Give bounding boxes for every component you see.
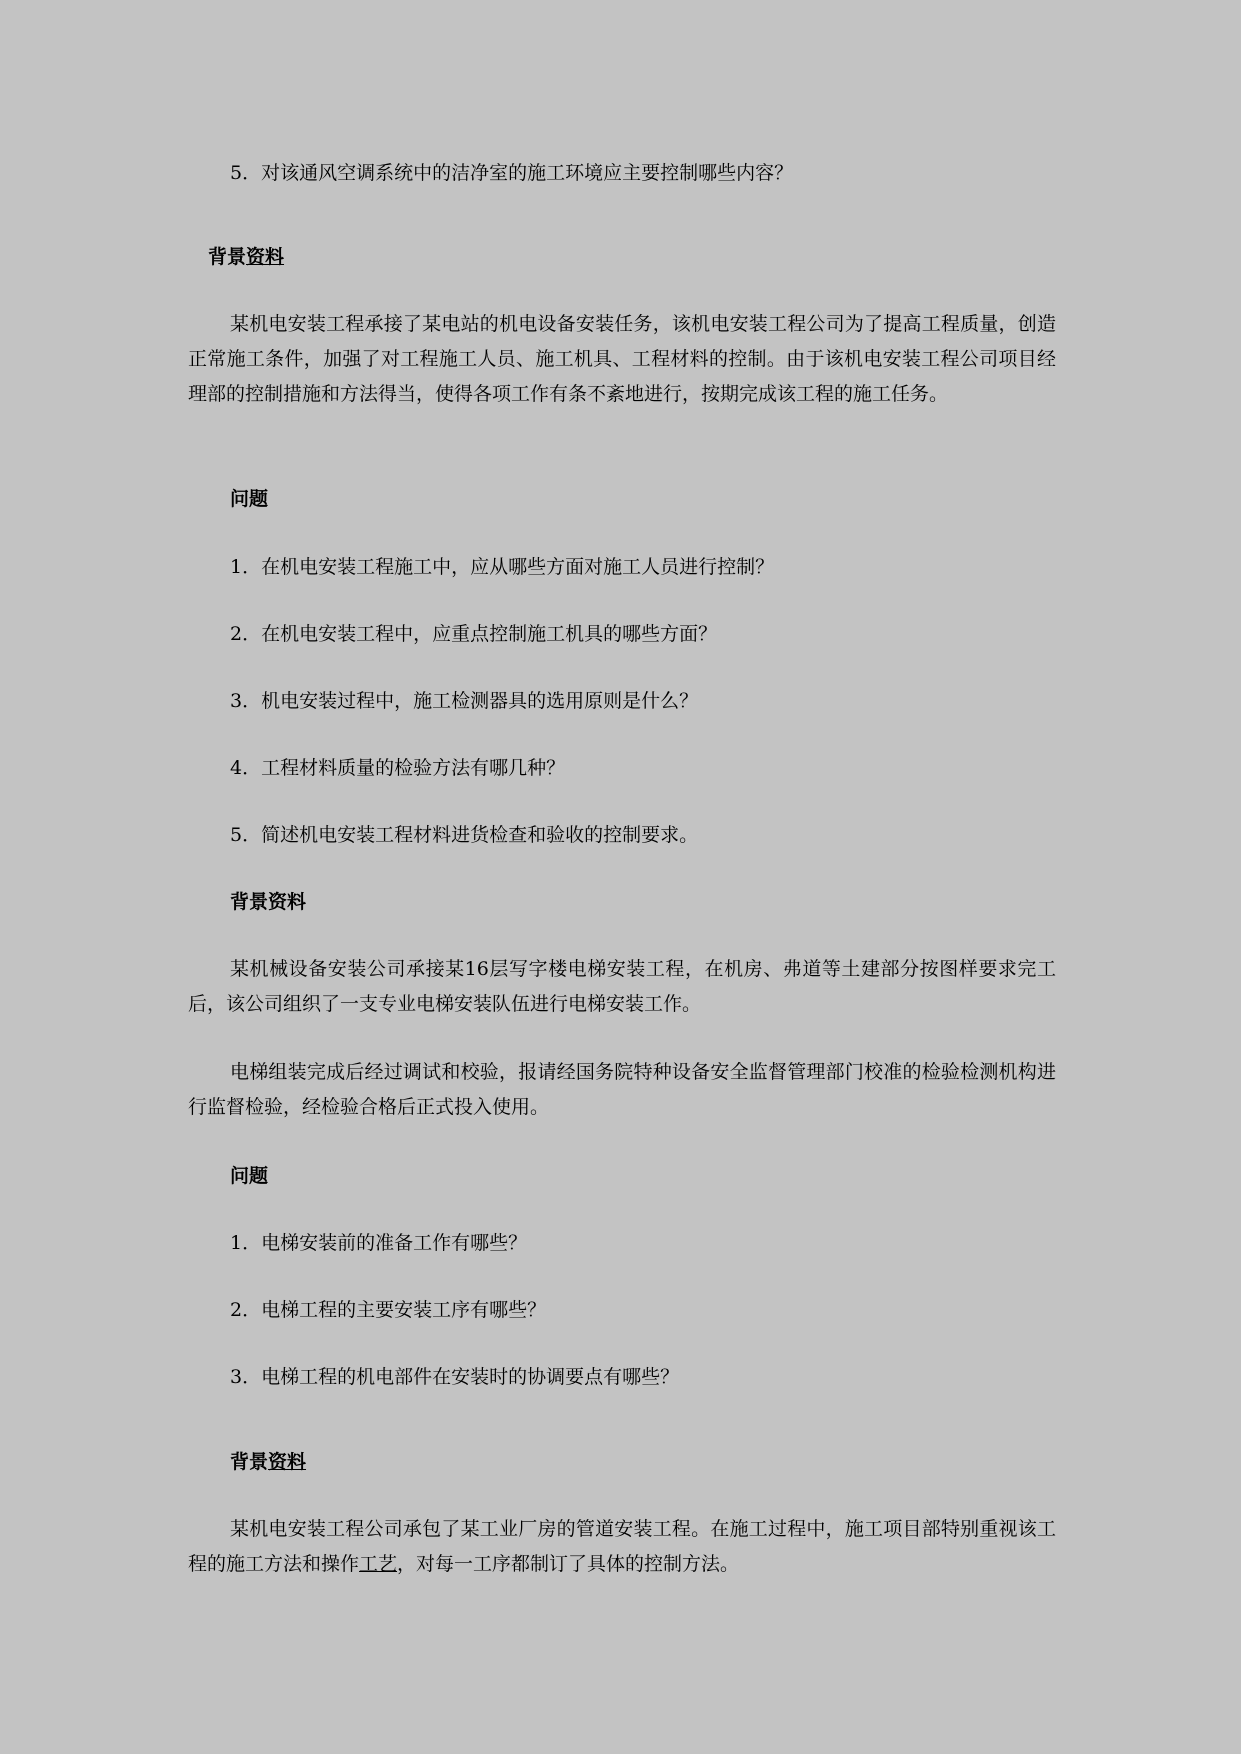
case1-body: 某机电安装工程承接了某电站的机电设备安装任务，该机电安装工程公司为了提高工程质量，创造正常施工条件，加强了对工程施工人员、施工机具、工程材料的控制。由于该机电安装工程公司项目经理部的控制措施和方法得当，使得各项工作有条不紊地进行，按期完成该工程的施工任务。 xyxy=(188,313,1056,405)
case2-body-2: 电梯组装完成后经过调试和校验，报请经国务院特种设备安全监督管理部门校准的检验检测机构进行监督检验，经检验合格后正式投入使用。 xyxy=(188,1061,1056,1118)
case1-heading-link[interactable]: 资料 xyxy=(246,246,285,268)
case1-question-5: 5．简述机电安装工程材料进货检查和验收的控制要求。 xyxy=(230,824,699,846)
case1-question-1: 1．在机电安装工程施工中，应从哪些方面对施工人员进行控制？ xyxy=(230,556,775,578)
case3-body-part-2: ，对每一工序都制订了具体的控制方法。 xyxy=(397,1553,740,1575)
case3-heading xyxy=(230,1445,306,1479)
case2-question-1: 1．电梯安装前的准备工作有哪些？ xyxy=(230,1232,528,1254)
case2-body-1: 某机械设备安装公司承接某16层写字楼电梯安装工程，在机房、弗道等土建部分按图样要求完工后，该公司组织了一支专业电梯安装队伍进行电梯安装工作。 xyxy=(188,958,1056,1015)
case1-heading xyxy=(208,240,284,274)
case3-body-part-1: 某机电安装工程公司承包了某工业厂房的管道安装工程。在施工过程中，施工项目部特别重视该工程的施工方法和操作 xyxy=(188,1518,1056,1575)
case3-heading-link[interactable]: 资料 xyxy=(268,1451,307,1473)
case3-heading-part-a: 背景 xyxy=(230,1451,269,1473)
question-5-intro: 5．对该通风空调系统中的洁净室的施工环境应主要控制哪些内容？ xyxy=(230,162,794,184)
case3-body-link[interactable]: 工艺 xyxy=(359,1553,398,1575)
case1-heading-part-a: 背景 xyxy=(208,246,247,268)
case1-question-4: 4．工程材料质量的检验方法有哪几种？ xyxy=(230,757,566,779)
case1-questions-heading: 问题 xyxy=(230,488,269,510)
case2-questions-heading: 问题 xyxy=(230,1165,269,1187)
case2-question-3: 3．电梯工程的机电部件在安装时的协调要点有哪些？ xyxy=(230,1366,680,1388)
case1-question-2: 2．在机电安装工程中，应重点控制施工机具的哪些方面？ xyxy=(230,623,718,645)
case2-heading: 背景资料 xyxy=(230,891,307,913)
case2-question-2: 2．电梯工程的主要安装工序有哪些？ xyxy=(230,1299,547,1321)
case1-question-3: 3．机电安装过程中，施工检测器具的选用原则是什么？ xyxy=(230,690,699,712)
case3-body xyxy=(188,1512,1056,1582)
